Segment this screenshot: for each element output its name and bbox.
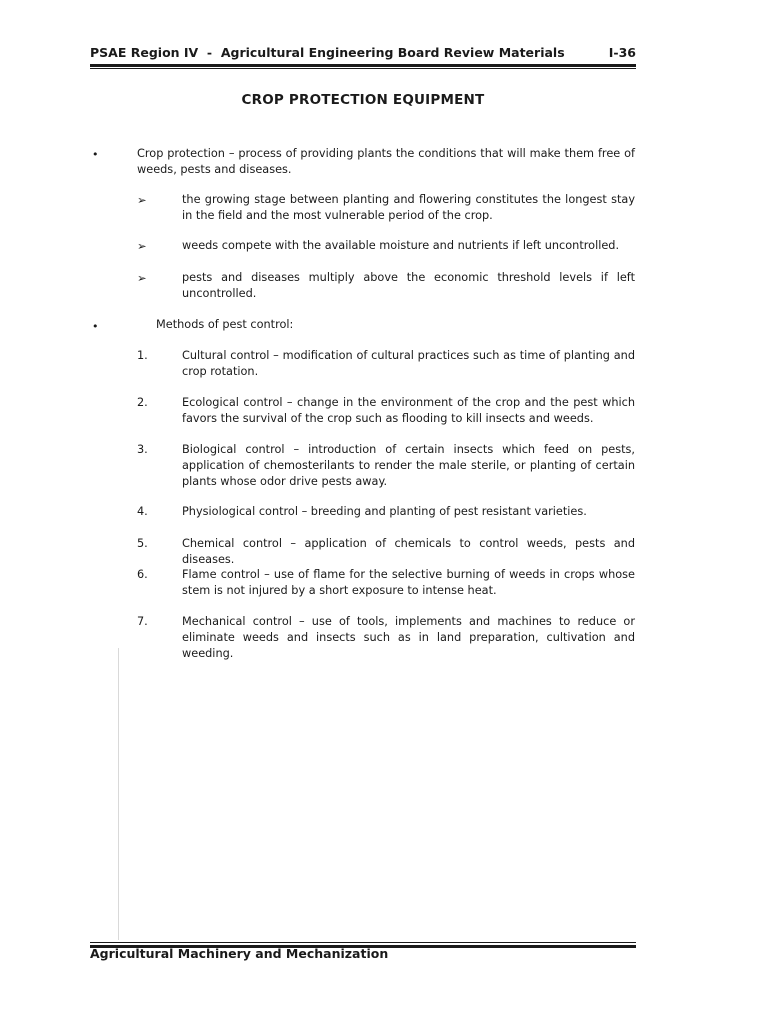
sub-point: weeds compete with the available moisture and nutrients if left uncontrolled. — [182, 239, 620, 252]
method-item: Flame control – use of flame for the selective burning of weeds in crops whose stem is not injured by a short exposure to intense heat. — [182, 568, 635, 597]
method-number: 7. — [137, 615, 148, 628]
running-header — [90, 45, 636, 60]
arrow-bullet-icon: ➢ — [137, 193, 147, 207]
method-item: Chemical control – application of chemicals to control weeds, pests and diseases. — [182, 537, 635, 566]
sub-point: the growing stage between planting and flowering constitutes the longest stay in the field and the most vulnerable period of the crop. — [182, 193, 635, 222]
margin-line — [118, 648, 119, 940]
bullet-marker: • — [92, 320, 99, 333]
method-number: 5. — [137, 537, 148, 550]
arrow-bullet-icon: ➢ — [137, 271, 147, 285]
method-item: Biological control – introduction of certain insects which feed on pests, application of chemosterilants to render the male sterile, or planting of certain plants whose odor drive pests away. — [182, 443, 635, 488]
method-number: 1. — [137, 349, 148, 362]
header-title: PSAE Region IV - Agricultural Engineering Board Review Materials — [90, 45, 565, 60]
page-title: CROP PROTECTION EQUIPMENT — [241, 92, 485, 108]
method-number: 4. — [137, 505, 148, 518]
methods-heading: Methods of pest control: — [156, 318, 294, 331]
method-item: Ecological control – change in the environment of the crop and the pest which favors the survival of the crop such as flooding to kill insects and weeds. — [182, 396, 635, 425]
running-footer: Agricultural Machinery and Mechanization — [90, 946, 389, 961]
method-number: 6. — [137, 568, 148, 581]
definition-paragraph: Crop protection – process of providing plants the conditions that will make them free of weeds, pests and diseases. — [137, 147, 635, 176]
header-page-number: I-36 — [608, 45, 636, 60]
method-number: 2. — [137, 396, 148, 409]
method-item: Mechanical control – use of tools, implements and machines to reduce or eliminate weeds and insects such as in land preparation, cultivation and weeding. — [182, 615, 635, 660]
arrow-bullet-icon: ➢ — [137, 239, 147, 253]
header-rule — [90, 64, 636, 69]
method-item: Cultural control – modification of cultural practices such as time of planting and crop rotation. — [182, 349, 635, 378]
method-number: 3. — [137, 443, 148, 456]
sub-point: pests and diseases multiply above the economic threshold levels if left uncontrolled. — [182, 271, 635, 300]
method-item: Physiological control – breeding and planting of pest resistant varieties. — [182, 505, 587, 518]
bullet-marker: • — [92, 148, 99, 161]
